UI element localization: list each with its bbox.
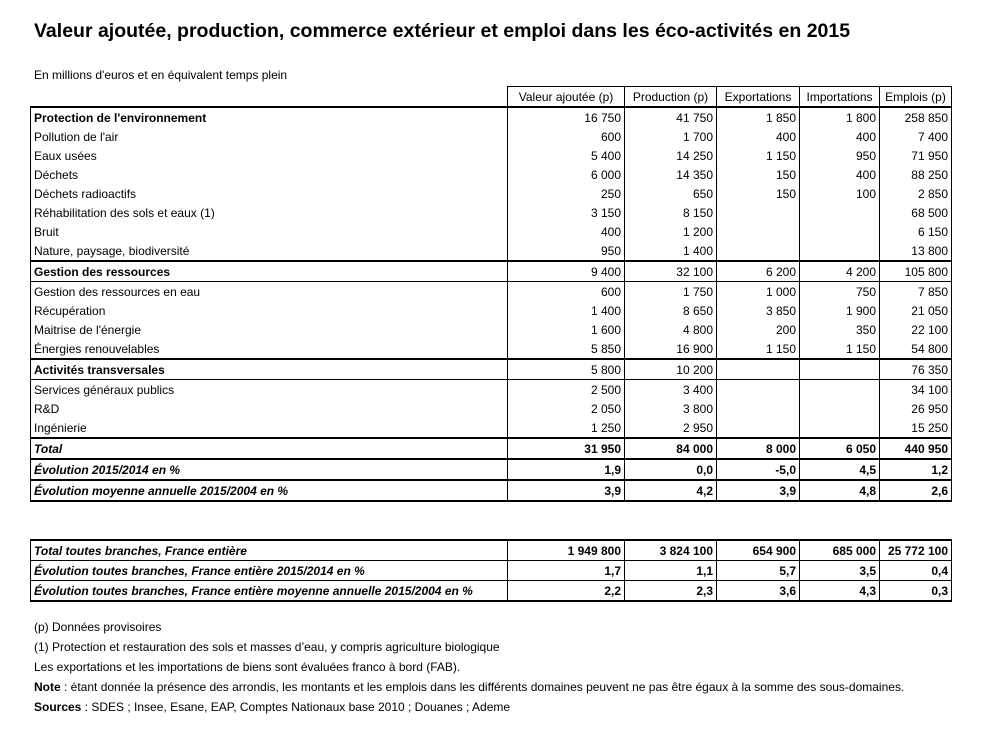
table-cell: 5 800: [508, 359, 625, 380]
table-cell: [800, 203, 880, 222]
table-cell: 1,7: [508, 561, 625, 581]
row-label: R&D: [31, 399, 508, 418]
table-cell: 1,2: [880, 459, 952, 480]
table-cell: 7 850: [880, 282, 952, 302]
table-cell: 1 750: [625, 282, 717, 302]
header-empty-cell: [31, 87, 508, 108]
table-cell: 1 400: [508, 301, 625, 320]
row-label: Déchets radioactifs: [31, 184, 508, 203]
table-cell: 25 772 100: [880, 540, 952, 561]
table-row: [31, 459, 952, 480]
table-cell: 6 050: [800, 438, 880, 459]
table-cell: [800, 399, 880, 418]
note-fab: Les exportations et les importations de biens sont évaluées franco à bord (FAB).: [34, 660, 461, 674]
row-label: Gestion des ressources en eau: [31, 282, 508, 302]
summary-row: [31, 561, 952, 581]
table-cell: 54 800: [880, 339, 952, 359]
row-label: Évolution toutes branches, France entière 2015/2014 en %: [31, 561, 508, 581]
table-cell: 3 800: [625, 399, 717, 418]
table-row: [31, 203, 952, 222]
table-cell: 6 200: [717, 261, 800, 282]
table-cell: 8 150: [625, 203, 717, 222]
notes: [34, 617, 904, 717]
table-cell: [717, 380, 800, 400]
row-label: Services généraux publics: [31, 380, 508, 400]
row-label: Maitrise de l'énergie: [31, 320, 508, 339]
table-row: [31, 222, 952, 241]
table-cell: 0,0: [625, 459, 717, 480]
table-cell: 440 950: [880, 438, 952, 459]
table-cell: 2,3: [625, 581, 717, 602]
table-cell: 258 850: [880, 107, 952, 127]
table-cell: 1 700: [625, 127, 717, 146]
table-row: [31, 480, 952, 501]
table-cell: -5,0: [717, 459, 800, 480]
table-cell: 2 950: [625, 418, 717, 438]
column-header: Emplois (p): [880, 87, 952, 108]
table-cell: [800, 222, 880, 241]
table-cell: [717, 418, 800, 438]
table-cell: 7 400: [880, 127, 952, 146]
summary-row: [31, 581, 952, 602]
sources-text: : SDES ; Insee, Esane, EAP, Comptes Nationaux base 2010 ; Douanes ; Ademe: [81, 700, 511, 714]
table-cell: 4 800: [625, 320, 717, 339]
row-label: Bruit: [31, 222, 508, 241]
table-cell: 41 750: [625, 107, 717, 127]
table-cell: 2,2: [508, 581, 625, 602]
table-cell: 0,4: [880, 561, 952, 581]
row-label: Nature, paysage, biodiversité: [31, 241, 508, 261]
row-label: Total: [31, 438, 508, 459]
table-cell: 4,8: [800, 480, 880, 501]
table-cell: 16 750: [508, 107, 625, 127]
table-cell: 950: [800, 146, 880, 165]
table-cell: [800, 241, 880, 261]
note-footnote-1: (1) Protection et restauration des sols et masses d’eau, y compris agriculture biologique: [34, 640, 500, 654]
table-cell: 600: [508, 282, 625, 302]
table-cell: 9 400: [508, 261, 625, 282]
table-cell: 250: [508, 184, 625, 203]
table-cell: 654 900: [717, 540, 800, 561]
table-cell: 8 650: [625, 301, 717, 320]
table-row: [31, 261, 952, 282]
table-cell: 150: [717, 165, 800, 184]
table-cell: 1 949 800: [508, 540, 625, 561]
table-cell: 750: [800, 282, 880, 302]
table-cell: 84 000: [625, 438, 717, 459]
note-provisional: (p) Données provisoires: [34, 620, 162, 634]
table-cell: 1,9: [508, 459, 625, 480]
table-cell: 1 150: [800, 339, 880, 359]
table-cell: 16 900: [625, 339, 717, 359]
column-header: Importations: [800, 87, 880, 108]
table-cell: 100: [800, 184, 880, 203]
table-row: [31, 282, 952, 302]
row-label: Gestion des ressources: [31, 261, 508, 282]
table-cell: 88 250: [880, 165, 952, 184]
table-cell: 15 250: [880, 418, 952, 438]
note-rounding: [34, 677, 904, 697]
table-cell: 1 900: [800, 301, 880, 320]
table-cell: [717, 359, 800, 380]
table-cell: 8 000: [717, 438, 800, 459]
table-cell: 14 250: [625, 146, 717, 165]
table-row: [31, 301, 952, 320]
table-cell: 1,1: [625, 561, 717, 581]
row-label: Récupération: [31, 301, 508, 320]
table-cell: 400: [717, 127, 800, 146]
table-row: [31, 107, 952, 127]
row-label: Activités transversales: [31, 359, 508, 380]
table-row: [31, 241, 952, 261]
table-row: [31, 127, 952, 146]
table-cell: 1 150: [717, 339, 800, 359]
note-text: : étant donnée la présence des arrondis, les montants et les emplois dans les différents domaines peuvent ne pas être égaux à la somme des sous-domaines.: [60, 680, 905, 694]
header-row: [31, 87, 952, 108]
table-row: [31, 165, 952, 184]
table-cell: [717, 399, 800, 418]
table-cell: [800, 359, 880, 380]
table-subtitle: En millions d'euros et en équivalent temps plein: [34, 68, 288, 82]
row-label: Évolution 2015/2014 en %: [31, 459, 508, 480]
table-cell: 68 500: [880, 203, 952, 222]
table-cell: 105 800: [880, 261, 952, 282]
note-label: Note: [34, 680, 61, 694]
table-cell: 3,9: [508, 480, 625, 501]
note-sources: [34, 697, 904, 717]
table-cell: 5,7: [717, 561, 800, 581]
column-header: Valeur ajoutée (p): [508, 87, 625, 108]
row-label: Ingénierie: [31, 418, 508, 438]
table-cell: 1 600: [508, 320, 625, 339]
table-cell: 26 950: [880, 399, 952, 418]
table-cell: 2,6: [880, 480, 952, 501]
table-cell: 4,5: [800, 459, 880, 480]
table-row: [31, 399, 952, 418]
table-cell: 2 850: [880, 184, 952, 203]
table-cell: [800, 418, 880, 438]
table-cell: 3 850: [717, 301, 800, 320]
row-label: Évolution moyenne annuelle 2015/2004 en %: [31, 480, 508, 501]
table-cell: 3,9: [717, 480, 800, 501]
table-cell: 10 200: [625, 359, 717, 380]
table-cell: 600: [508, 127, 625, 146]
table-cell: 6 000: [508, 165, 625, 184]
sources-label: Sources: [34, 700, 82, 714]
table-row: [31, 359, 952, 380]
row-label: Énergies renouvelables: [31, 339, 508, 359]
table-cell: [717, 222, 800, 241]
column-header: Production (p): [625, 87, 717, 108]
table-cell: [800, 380, 880, 400]
table-row: [31, 184, 952, 203]
table-cell: 0,3: [880, 581, 952, 602]
table-cell: 400: [800, 127, 880, 146]
column-header: Exportations: [717, 87, 800, 108]
table-cell: 71 950: [880, 146, 952, 165]
page-title: Valeur ajoutée, production, commerce extérieur et emploi dans les éco-activités en 2015: [34, 20, 851, 42]
table-cell: 22 100: [880, 320, 952, 339]
table-row: [31, 380, 952, 400]
table-cell: 1 250: [508, 418, 625, 438]
table-cell: 3 824 100: [625, 540, 717, 561]
table-cell: 4,3: [800, 581, 880, 602]
row-label: Total toutes branches, France entière: [31, 540, 508, 561]
table-cell: 5 850: [508, 339, 625, 359]
table-cell: 200: [717, 320, 800, 339]
table-cell: 1 150: [717, 146, 800, 165]
table-cell: 32 100: [625, 261, 717, 282]
table-cell: 1 000: [717, 282, 800, 302]
table-cell: 400: [508, 222, 625, 241]
summary-table: [30, 539, 952, 602]
table-cell: 3 400: [625, 380, 717, 400]
row-label: Réhabilitation des sols et eaux (1): [31, 203, 508, 222]
table-row: [31, 438, 952, 459]
table-cell: 5 400: [508, 146, 625, 165]
row-label: Évolution toutes branches, France entière moyenne annuelle 2015/2004 en %: [31, 581, 508, 602]
table-cell: 400: [800, 165, 880, 184]
table-cell: 685 000: [800, 540, 880, 561]
row-label: Déchets: [31, 165, 508, 184]
table-cell: 13 800: [880, 241, 952, 261]
table-cell: 3,6: [717, 581, 800, 602]
row-label: Eaux usées: [31, 146, 508, 165]
table-cell: 2 500: [508, 380, 625, 400]
table-cell: [717, 203, 800, 222]
table-cell: [717, 241, 800, 261]
table-cell: 31 950: [508, 438, 625, 459]
table-cell: 650: [625, 184, 717, 203]
table-cell: 1 200: [625, 222, 717, 241]
table-cell: 76 350: [880, 359, 952, 380]
table-row: [31, 339, 952, 359]
table-cell: 1 400: [625, 241, 717, 261]
table-cell: 6 150: [880, 222, 952, 241]
table-cell: 1 800: [800, 107, 880, 127]
row-label: Pollution de l'air: [31, 127, 508, 146]
table-cell: 3 150: [508, 203, 625, 222]
table-cell: 4,2: [625, 480, 717, 501]
table-cell: 350: [800, 320, 880, 339]
table-row: [31, 146, 952, 165]
table-cell: 150: [717, 184, 800, 203]
table-row: [31, 320, 952, 339]
main-table: [30, 86, 952, 502]
table-cell: 2 050: [508, 399, 625, 418]
table-cell: 4 200: [800, 261, 880, 282]
table-cell: 14 350: [625, 165, 717, 184]
row-label: Protection de l'environnement: [31, 107, 508, 127]
table-cell: 1 850: [717, 107, 800, 127]
table-cell: 3,5: [800, 561, 880, 581]
table-cell: 34 100: [880, 380, 952, 400]
summary-row: [31, 540, 952, 561]
table-row: [31, 418, 952, 438]
table-cell: 21 050: [880, 301, 952, 320]
table-cell: 950: [508, 241, 625, 261]
